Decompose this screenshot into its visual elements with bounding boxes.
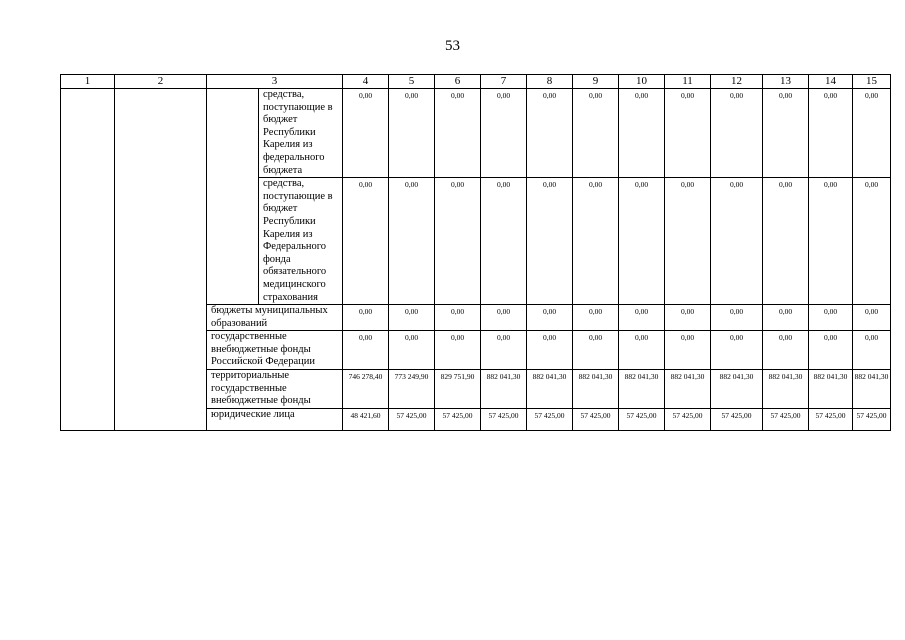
value-cell: 882 041,30 <box>665 370 711 409</box>
column-header-3: 3 <box>207 75 343 89</box>
value-cell: 0,00 <box>711 305 763 331</box>
value-cell: 57 425,00 <box>763 408 809 430</box>
value-cell: 0,00 <box>435 178 481 305</box>
value-cell: 0,00 <box>481 178 527 305</box>
value-cell: 0,00 <box>809 89 853 178</box>
column-header-13: 13 <box>763 75 809 89</box>
value-cell: 0,00 <box>763 178 809 305</box>
value-cell: 0,00 <box>343 178 389 305</box>
column-header-4: 4 <box>343 75 389 89</box>
column-header-14: 14 <box>809 75 853 89</box>
row-label: государственные внебюджетные фонды Российской Федерации <box>207 331 343 370</box>
value-cell: 0,00 <box>809 178 853 305</box>
value-cell: 0,00 <box>763 305 809 331</box>
value-cell: 0,00 <box>853 89 891 178</box>
table-row <box>61 89 891 178</box>
value-cell: 0,00 <box>389 178 435 305</box>
value-cell: 0,00 <box>481 331 527 370</box>
value-cell: 57 425,00 <box>619 408 665 430</box>
cell-col2 <box>115 89 207 431</box>
row-label: юридические лица <box>207 408 343 430</box>
value-cell: 0,00 <box>853 331 891 370</box>
column-header-6: 6 <box>435 75 481 89</box>
value-cell: 0,00 <box>711 89 763 178</box>
column-header-1: 1 <box>61 75 115 89</box>
value-cell: 882 041,30 <box>619 370 665 409</box>
column-header-10: 10 <box>619 75 665 89</box>
value-cell: 0,00 <box>435 89 481 178</box>
value-cell: 0,00 <box>619 331 665 370</box>
row-label: средства, поступающие в бюджет Республики Карелия из Федерального фонда обязательного медицинского страхования <box>259 178 343 305</box>
value-cell: 0,00 <box>853 305 891 331</box>
value-cell: 0,00 <box>665 89 711 178</box>
value-cell: 0,00 <box>481 89 527 178</box>
value-cell: 0,00 <box>343 305 389 331</box>
value-cell: 0,00 <box>763 331 809 370</box>
header-row <box>61 75 891 89</box>
value-cell: 0,00 <box>343 331 389 370</box>
value-cell: 0,00 <box>573 89 619 178</box>
value-cell: 882 041,30 <box>763 370 809 409</box>
value-cell: 0,00 <box>435 305 481 331</box>
value-cell: 0,00 <box>809 305 853 331</box>
value-cell: 829 751,90 <box>435 370 481 409</box>
value-cell: 57 425,00 <box>435 408 481 430</box>
row-label: территориальные государственные внебюджетные фонды <box>207 370 343 409</box>
value-cell: 0,00 <box>711 331 763 370</box>
budget-table <box>60 74 891 431</box>
value-cell: 0,00 <box>389 331 435 370</box>
value-cell: 0,00 <box>665 178 711 305</box>
column-header-15: 15 <box>853 75 891 89</box>
column-header-11: 11 <box>665 75 711 89</box>
value-cell: 0,00 <box>619 89 665 178</box>
value-cell: 882 041,30 <box>481 370 527 409</box>
value-cell: 0,00 <box>619 178 665 305</box>
value-cell: 57 425,00 <box>527 408 573 430</box>
column-header-9: 9 <box>573 75 619 89</box>
value-cell: 0,00 <box>573 178 619 305</box>
value-cell: 0,00 <box>527 178 573 305</box>
value-cell: 0,00 <box>527 89 573 178</box>
value-cell: 57 425,00 <box>389 408 435 430</box>
value-cell: 0,00 <box>711 178 763 305</box>
value-cell: 48 421,60 <box>343 408 389 430</box>
value-cell: 773 249,90 <box>389 370 435 409</box>
cell-col1 <box>61 89 115 431</box>
value-cell: 0,00 <box>665 305 711 331</box>
value-cell: 57 425,00 <box>573 408 619 430</box>
value-cell: 882 041,30 <box>527 370 573 409</box>
value-cell: 57 425,00 <box>481 408 527 430</box>
column-header-7: 7 <box>481 75 527 89</box>
row-label: бюджеты муниципальных образований <box>207 305 343 331</box>
value-cell: 0,00 <box>343 89 389 178</box>
value-cell: 882 041,30 <box>711 370 763 409</box>
indent-cell <box>207 89 259 305</box>
column-header-8: 8 <box>527 75 573 89</box>
column-header-12: 12 <box>711 75 763 89</box>
value-cell: 0,00 <box>763 89 809 178</box>
value-cell: 57 425,00 <box>809 408 853 430</box>
value-cell: 0,00 <box>527 305 573 331</box>
page-number: 53 <box>445 38 460 54</box>
column-header-5: 5 <box>389 75 435 89</box>
row-label: средства, поступающие в бюджет Республики Карелия из федерального бюджета <box>259 89 343 178</box>
column-header-2: 2 <box>115 75 207 89</box>
value-cell: 57 425,00 <box>711 408 763 430</box>
value-cell: 57 425,00 <box>665 408 711 430</box>
value-cell: 0,00 <box>809 331 853 370</box>
value-cell: 0,00 <box>527 331 573 370</box>
value-cell: 882 041,30 <box>573 370 619 409</box>
value-cell: 0,00 <box>389 305 435 331</box>
value-cell: 0,00 <box>619 305 665 331</box>
value-cell: 0,00 <box>573 331 619 370</box>
value-cell: 746 278,40 <box>343 370 389 409</box>
value-cell: 0,00 <box>853 178 891 305</box>
value-cell: 882 041,30 <box>809 370 853 409</box>
value-cell: 0,00 <box>435 331 481 370</box>
value-cell: 0,00 <box>573 305 619 331</box>
value-cell: 0,00 <box>389 89 435 178</box>
value-cell: 0,00 <box>481 305 527 331</box>
value-cell: 0,00 <box>665 331 711 370</box>
value-cell: 57 425,00 <box>853 408 891 430</box>
value-cell: 882 041,30 <box>853 370 891 409</box>
